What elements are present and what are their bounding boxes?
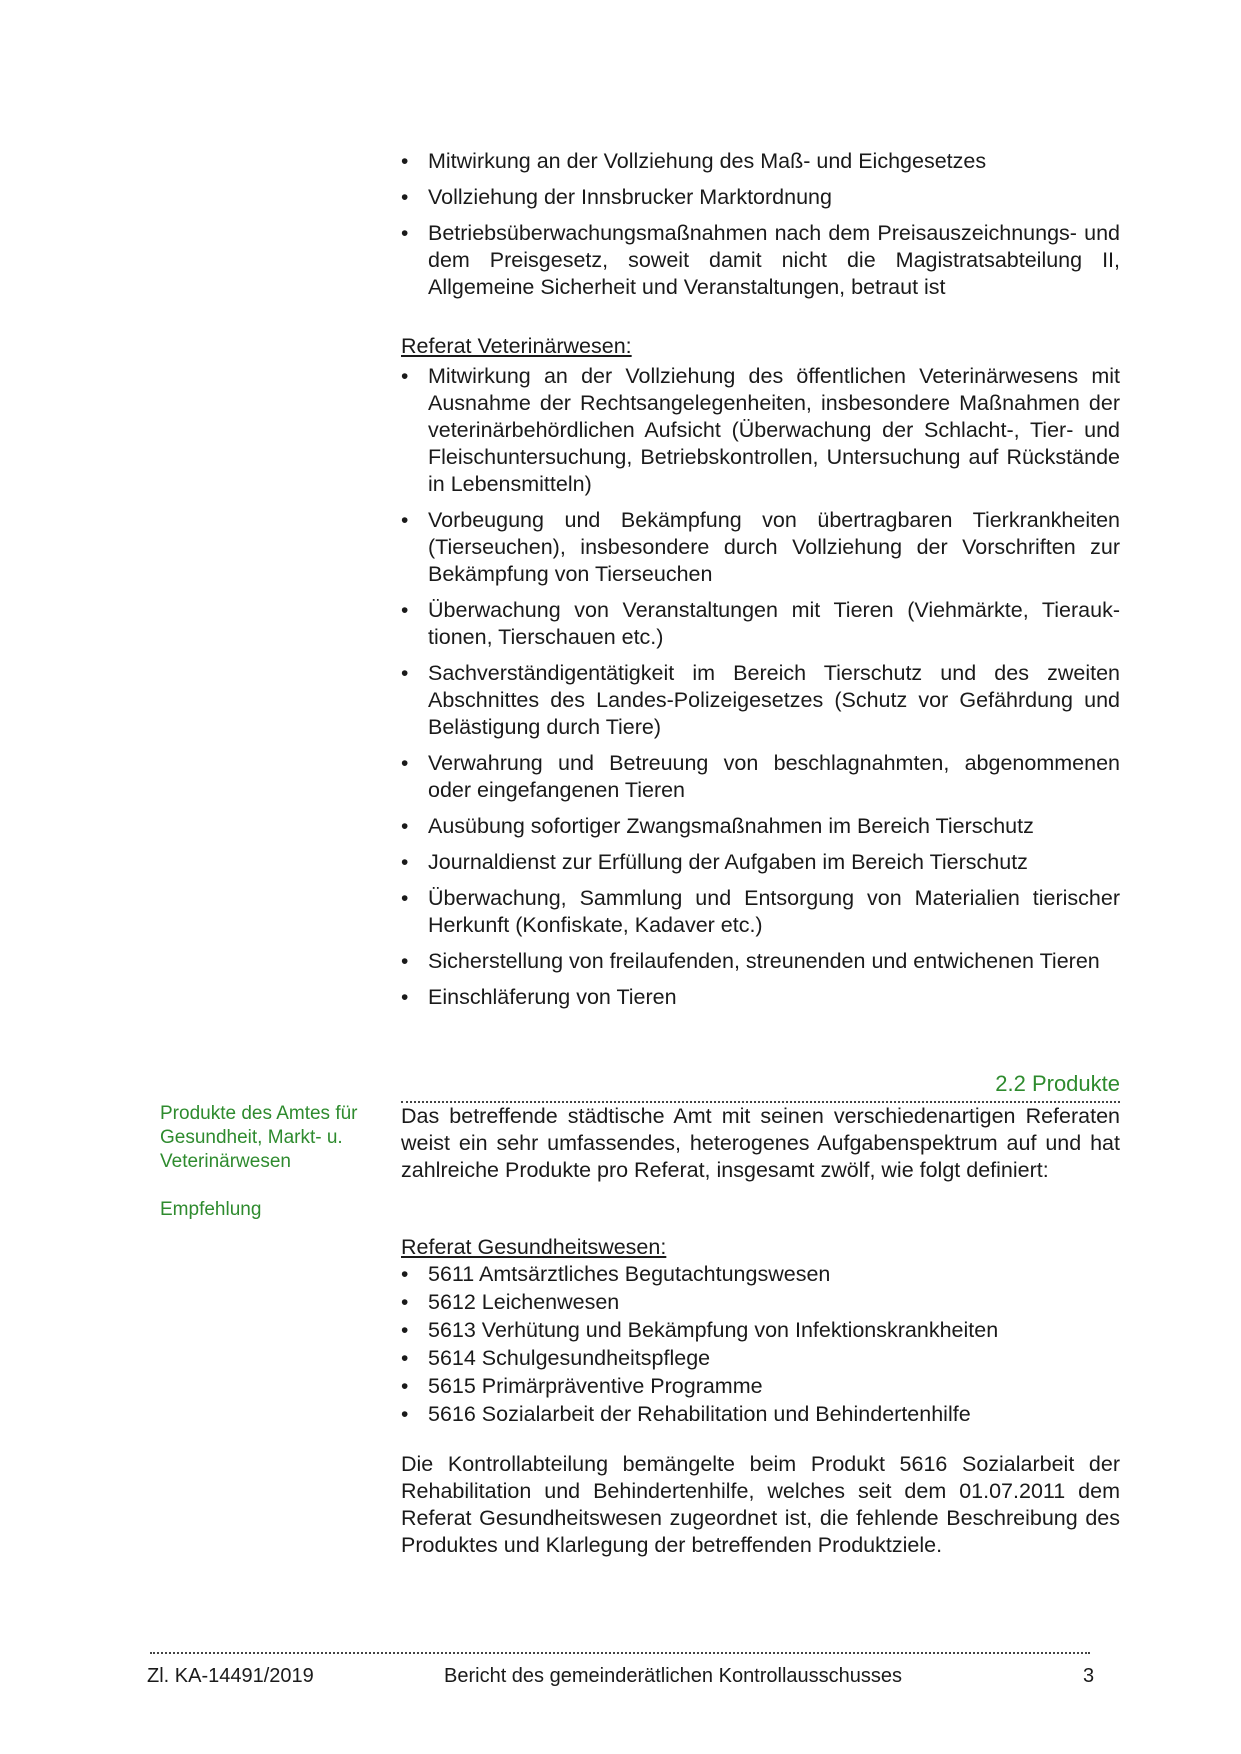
gesundheit-list xyxy=(401,1261,1120,1428)
list-item: • Überwachung von Veranstaltungen mit Tieren (Viehmärkte, Tierauktionen, Tierschauen etc.) xyxy=(401,597,1120,651)
veterinaer-list xyxy=(401,363,1120,1011)
list-item: • Sicherstellung von freilaufenden, streunenden und entwichenen Tieren xyxy=(401,948,1120,975)
list-item: • Betriebsüberwachungsmaßnahmen nach dem Preisauszeichnungs- und dem Preisgesetz, soweit damit nicht die Magistratsabteilung II, Allgemeine Sicherheit und Veranstaltungen, betraut ist xyxy=(401,220,1120,301)
list-item: • 5615 Primärpräventive Programme xyxy=(401,1373,1120,1400)
footer-divider xyxy=(150,1652,1090,1654)
list-item: • Sachverständigentätigkeit im Bereich Tierschutz und des zweiten Abschnittes des Landes-Polizeigesetzes (Schutz vor Gefährdung und Belästigung durch Tiere) xyxy=(401,660,1120,741)
list-item: • 5611 Amtsärztliches Begutachtungswesen xyxy=(401,1261,1120,1288)
conclusion-section xyxy=(401,1451,1120,1559)
list-item: • Vollziehung der Innsbrucker Marktordnung xyxy=(401,184,1120,211)
list-item: • Journaldienst zur Erfüllung der Aufgaben im Bereich Tierschutz xyxy=(401,849,1120,876)
gesundheit-heading: Referat Gesundheitswesen: xyxy=(401,1235,667,1259)
veterinaer-heading: Referat Veterinärwesen: xyxy=(401,334,632,358)
section-title: 2.2 Produkte xyxy=(995,1071,1120,1096)
list-item: • Vorbeugung und Bekämpfung von übertragbaren Tierkrankheiten (Tierseuchen), insbesondere durch Vollziehung der Vorschriften zur Bekämpfung von Tierseuchen xyxy=(401,507,1120,588)
gesundheit-section xyxy=(401,1234,1120,1429)
conclusion-paragraph: Die Kontrollabteilung bemängelte beim Produkt 5616 Sozialarbeit der Rehabilitation und Behindertenhilfe, welches seit dem 01.07.2011 dem Referat Gesundheitswesen zugeordnet ist, die fehlende Beschreibung des Produktes und Klarlegung der betreffenden Produktziele. xyxy=(401,1452,1120,1557)
list-item: • Überwachung, Sammlung und Entsorgung von Materialien tierischer Herkunft (Konfiskate, Kadaver etc.) xyxy=(401,885,1120,939)
margin-note-recommendation: Empfehlung xyxy=(160,1199,262,1220)
top-list xyxy=(401,148,1120,301)
footer-reference: Zl. KA-14491/2019 xyxy=(147,1665,314,1687)
list-item: • Verwahrung und Betreuung von beschlagnahmten, abgenommenen oder eingefangenen Tieren xyxy=(401,750,1120,804)
list-item: • Mitwirkung an der Vollziehung des öffentlichen Veterinärwesens mit Ausnahme der Rechtsangelegenheiten, insbesondere Maßnahmen der veterinärbehördlichen Aufsicht (Überwachung der Schlacht-, Tier- und Fleischuntersuchung, Betriebskontrollen, Untersuchung auf Rückstände in Lebensmitteln) xyxy=(401,363,1120,498)
list-item: • Mitwirkung an der Vollziehung des Maß- und Eichgesetzes xyxy=(401,148,1120,175)
footer-title: Bericht des gemeinderätlichen Kontrollausschusses xyxy=(444,1665,903,1687)
intro-section xyxy=(401,1103,1120,1184)
veterinaer-section xyxy=(401,333,1120,1020)
page-number: 3 xyxy=(1083,1665,1095,1687)
list-item: • 5616 Sozialarbeit der Rehabilitation und Behindertenhilfe xyxy=(401,1401,1120,1428)
intro-paragraph: Das betreffende städtische Amt mit seinen verschiedenartigen Referaten weist ein sehr umfassendes, heterogenes Aufgabenspektrum auf und hat zahlreiche Produkte pro Referat, insgesamt zwölf, wie folgt definiert: xyxy=(401,1104,1120,1182)
list-item: • 5614 Schulgesundheitspflege xyxy=(401,1345,1120,1372)
list-item: • 5613 Verhütung und Bekämpfung von Infektionskrankheiten xyxy=(401,1317,1120,1344)
list-item: • Einschläferung von Tieren xyxy=(401,984,1120,1011)
list-item: • Ausübung sofortiger Zwangsmaßnahmen im Bereich Tierschutz xyxy=(401,813,1120,840)
margin-note: Produkte des Amtes für Gesundheit, Markt- u. Veterinärwesen xyxy=(160,1103,358,1172)
list-item: • 5612 Leichenwesen xyxy=(401,1289,1120,1316)
top-section xyxy=(401,148,1120,310)
